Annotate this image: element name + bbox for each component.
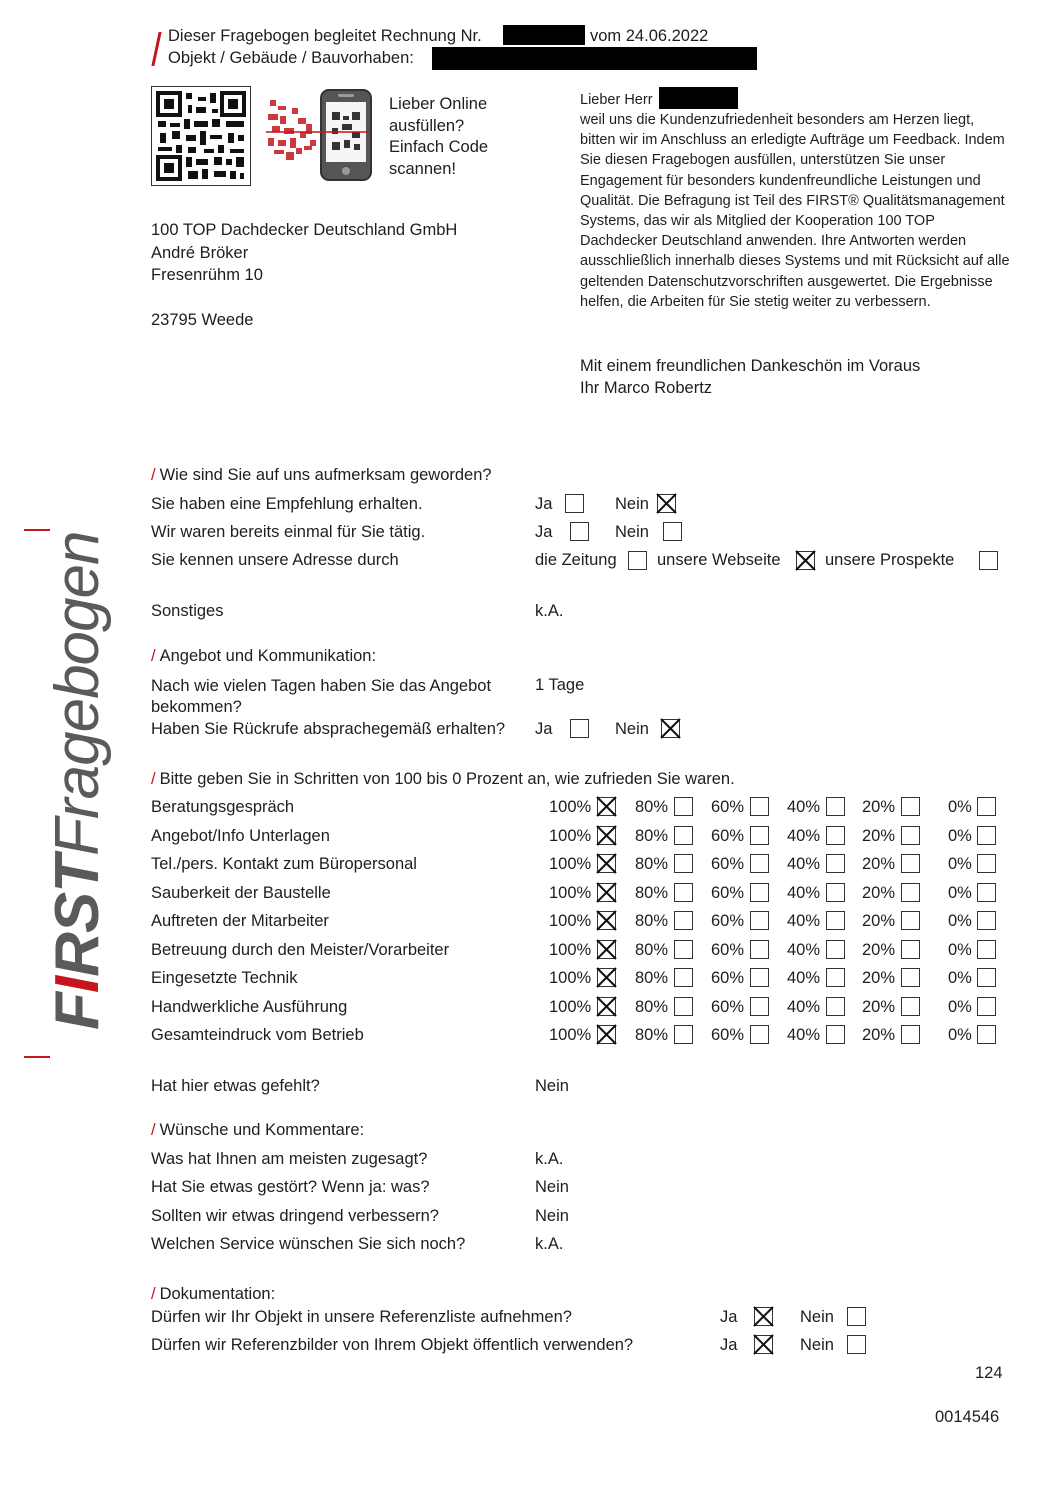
address-block [151,219,457,331]
rating-checkbox[interactable] [597,883,616,902]
rating-level-label: 20% [862,912,896,930]
sidebar-first: FIRST [43,855,112,1030]
rating-checkbox[interactable] [977,797,996,816]
rating-level-label: 0% [948,855,972,873]
rating-level-label: 100% [549,855,592,873]
rating-checkbox[interactable] [674,826,693,845]
section2-title: / Angebot und Kommunikation: [151,647,377,665]
rating-level-label: 60% [711,941,745,959]
rating-level-label: 20% [862,1026,896,1044]
rating-checkbox[interactable] [674,883,693,902]
s3-missing-label: Hat hier etwas gefehlt? [151,1077,320,1095]
s1-q2-label: Wir waren bereits einmal für Sie tätig. [151,523,426,541]
rating-level-label: 60% [711,1026,745,1044]
s2-q1-label-line-2: bekommen? [151,698,242,716]
cross-mark-icon [596,939,617,960]
rating-level-label: 40% [787,827,821,845]
invoice-date: vom 24.06.2022 [590,27,709,45]
s1-q3-opt3-label: unsere Prospekte [825,551,955,569]
s1-q3-opt1-checkbox[interactable] [628,551,647,570]
rating-checkbox[interactable] [597,854,616,873]
s2-q1-value: 1 Tage [535,676,585,694]
sidebar-fragebogen: Fragebogen [43,531,112,856]
s1-q3-opt2-checkbox[interactable] [796,551,815,570]
sidebar-brand [42,532,113,1030]
s4-row-4-label: Welchen Service wünschen Sie sich noch? [151,1235,466,1253]
page-number: 124 [975,1364,1003,1382]
cross-mark-icon [596,825,617,846]
s4-row-4-value: k.A. [535,1235,564,1253]
s5-q1-label: Dürfen wir Ihr Objekt in unsere Referenzliste aufnehmen? [151,1308,572,1326]
s5-q1-nein-checkbox[interactable] [847,1307,866,1326]
qr-code[interactable] [151,86,251,186]
rating-level-label: 80% [635,998,669,1016]
letter-closing [580,355,920,399]
rating-row-label: Gesamteindruck vom Betrieb [151,1026,364,1044]
cross-mark-icon [596,882,617,903]
s4-row-3-value: Nein [535,1207,569,1225]
qr-promo-line-4: scannen! [389,159,456,178]
section5-title-text: Dokumentation: [159,1285,276,1303]
s1-q1-ja-label: Ja [535,495,553,513]
section1-title-text: Wie sind Sie auf uns aufmerksam geworden? [159,466,492,484]
rating-checkbox[interactable] [977,854,996,873]
s1-q2-nein-label: Nein [615,523,649,541]
address-street: Fresenrühm 10 [151,266,263,284]
s2-q2-nein-checkbox[interactable] [661,719,680,738]
rating-checkbox[interactable] [826,854,845,873]
cross-mark-icon [656,493,677,514]
s3-missing-value: Nein [535,1077,569,1095]
rating-checkbox[interactable] [901,940,920,959]
cross-mark-icon [596,853,617,874]
rating-level-label: 0% [948,941,972,959]
rating-row-label: Beratungsgespräch [151,798,295,816]
cross-mark-icon [596,967,617,988]
rating-level-label: 20% [862,827,896,845]
rating-checkbox[interactable] [977,997,996,1016]
rating-checkbox[interactable] [977,911,996,930]
section5-title: / Dokumentation: [151,1285,276,1303]
rating-checkbox[interactable] [901,1025,920,1044]
rating-level-label: 20% [862,884,896,902]
rating-checkbox[interactable] [597,997,616,1016]
rating-checkbox[interactable] [750,911,769,930]
redacted-invoice-number [503,25,585,45]
rating-level-label: 20% [862,998,896,1016]
letter-body: weil uns die Kundenzufriedenheit besonders am Herzen liegt, bitten wir im Anschluss an erledigte Aufträge um Feedback. Indem Sie diesen Fragebogen ausfüllen, unterstützen Sie unser Engagement für besonders kundenfreundliche Leistungen und Qualität. Die Befragung ist Teil des FIRST® Qualitätsmanagement Systems, das wir als Mitglied der Kooperation 100 TOP Dachdecker Deutschland anwenden. Ihre Antworten werden ausschließlich innerhalb dieses Systems und mit Rücksicht auf alle geltenden Datenschutzvorschriften ausgewertet. Die Ergebnisse helfen, die Arbeiten für Sie stetig weiter zu verbessern. [580,112,1010,310]
rating-level-label: 0% [948,884,972,902]
s4-row-2-value: Nein [535,1178,569,1196]
rating-level-label: 80% [635,827,669,845]
rating-checkbox[interactable] [674,968,693,987]
s1-q1-nein-label: Nein [615,495,649,513]
rating-checkbox[interactable] [597,911,616,930]
rating-checkbox[interactable] [674,797,693,816]
qr-promo-line-2: ausfüllen? [389,116,465,135]
rating-level-label: 60% [711,827,745,845]
letter-salutation-text: Lieber Herr [580,92,653,108]
rating-level-label: 60% [711,912,745,930]
rating-checkbox[interactable] [977,940,996,959]
s4-row-2-label: Hat Sie etwas gestört? Wenn ja: was? [151,1178,430,1196]
rating-checkbox[interactable] [977,883,996,902]
rating-level-label: 100% [549,969,592,987]
object-label: Objekt / Gebäude / Bauvorhaben: [168,49,414,67]
rating-checkbox[interactable] [674,854,693,873]
letter-salutation [580,90,1012,110]
rating-checkbox[interactable] [901,968,920,987]
s1-q3-opt2-label: unsere Webseite [657,551,781,569]
s2-q1-label [151,676,491,718]
s1-sonstiges-value: k.A. [535,602,564,620]
rating-checkbox[interactable] [901,911,920,930]
s1-q2-nein-checkbox[interactable] [663,522,682,541]
rating-checkbox[interactable] [826,968,845,987]
s5-q1-nein-label: Nein [800,1308,834,1326]
address-company: 100 TOP Dachdecker Deutschland GmbH [151,221,458,239]
s1-q1-ja-checkbox[interactable] [565,494,584,513]
s2-q2-label: Haben Sie Rückrufe absprachegemäß erhalten? [151,720,506,738]
rating-level-label: 40% [787,1026,821,1044]
rating-level-label: 60% [711,969,745,987]
rating-level-label: 0% [948,912,972,930]
sidebar-bottom-line [24,1056,50,1058]
cross-mark-icon [753,1306,774,1327]
rating-level-label: 40% [787,855,821,873]
rating-row-label: Betreuung durch den Meister/Vorarbeiter [151,941,450,959]
rating-level-label: 0% [948,998,972,1016]
document-number: 0014546 [935,1408,1000,1426]
rating-checkbox[interactable] [901,826,920,845]
rating-checkbox[interactable] [597,826,616,845]
qr-promo-text [389,94,549,180]
rating-checkbox[interactable] [674,997,693,1016]
rating-level-label: 100% [549,941,592,959]
rating-checkbox[interactable] [826,883,845,902]
rating-level-label: 40% [787,941,821,959]
rating-checkbox[interactable] [750,968,769,987]
rating-checkbox[interactable] [674,911,693,930]
address-city: 23795 Weede [151,310,254,329]
rating-checkbox[interactable] [597,1025,616,1044]
rating-level-label: 80% [635,941,669,959]
rating-checkbox[interactable] [674,1025,693,1044]
rating-level-label: 20% [862,855,896,873]
rating-level-label: 20% [862,969,896,987]
address-person: André Bröker [151,243,249,262]
letter-closing-line-1: Mit einem freundlichen Dankeschön im Voraus [580,357,921,375]
rating-row-label: Angebot/Info Unterlagen [151,827,330,845]
qr-promo-line-1: Lieber Online [389,95,488,113]
section3-title-text: Bitte geben Sie in Schritten von 100 bis 0 Prozent an, wie zufrieden Sie waren. [159,770,735,788]
rating-checkbox[interactable] [901,883,920,902]
rating-row-label: Eingesetzte Technik [151,969,298,987]
rating-checkbox[interactable] [977,826,996,845]
section1-title: / Wie sind Sie auf uns aufmerksam geworden? [151,466,492,484]
s1-q3-label: Sie kennen unsere Adresse durch [151,551,399,569]
rating-checkbox[interactable] [597,797,616,816]
cross-mark-icon [795,550,816,571]
rating-checkbox[interactable] [826,1025,845,1044]
rating-checkbox[interactable] [750,826,769,845]
rating-checkbox[interactable] [597,940,616,959]
rating-checkbox[interactable] [750,854,769,873]
s4-row-1-value: k.A. [535,1150,564,1168]
rating-row-label: Auftreten der Mitarbeiter [151,912,329,930]
rating-level-label: 80% [635,855,669,873]
rating-level-label: 100% [549,827,592,845]
s5-q1-ja-checkbox[interactable] [754,1307,773,1326]
rating-row-label: Handwerkliche Ausführung [151,998,348,1016]
invoice-line [168,27,482,46]
invoice-prefix: Dieser Fragebogen begleitet Rechnung Nr. [168,27,482,45]
rating-level-label: 80% [635,798,669,816]
s5-q2-label: Dürfen wir Referenzbilder von Ihrem Objekt öffentlich verwenden? [151,1336,634,1354]
phone-scan-icon [266,88,376,184]
cross-mark-icon [596,910,617,931]
rating-checkbox[interactable] [977,1025,996,1044]
rating-level-label: 100% [549,884,592,902]
rating-level-label: 40% [787,912,821,930]
rating-row-label: Tel./pers. Kontakt zum Büropersonal [151,855,417,873]
s4-row-3-label: Sollten wir etwas dringend verbessern? [151,1207,439,1225]
cross-mark-icon [596,1024,617,1045]
section4-title: / Wünsche und Kommentare: [151,1121,365,1139]
rating-level-label: 80% [635,884,669,902]
rating-checkbox[interactable] [901,997,920,1016]
s2-q2-ja-label: Ja [535,720,553,738]
rating-checkbox[interactable] [597,968,616,987]
rating-checkbox[interactable] [750,797,769,816]
section2-title-text: Angebot und Kommunikation: [159,647,377,665]
rating-checkbox[interactable] [901,854,920,873]
rating-level-label: 80% [635,969,669,987]
rating-level-label: 40% [787,884,821,902]
section3-title: / Bitte geben Sie in Schritten von 100 bis 0 Prozent an, wie zufrieden Sie waren. [151,770,735,788]
s1-q3-opt1-label: die Zeitung [535,551,617,569]
rating-level-label: 0% [948,1026,972,1044]
rating-checkbox[interactable] [826,797,845,816]
s5-q2-ja-checkbox[interactable] [754,1335,773,1354]
rating-level-label: 0% [948,969,972,987]
rating-checkbox[interactable] [826,826,845,845]
rating-checkbox[interactable] [977,968,996,987]
rating-checkbox[interactable] [750,997,769,1016]
s2-q1-label-line-1: Nach wie vielen Tagen haben Sie das Angebot [151,677,492,695]
rating-level-label: 60% [711,798,745,816]
rating-checkbox[interactable] [750,1025,769,1044]
s5-q2-nein-label: Nein [800,1336,834,1354]
redacted-object [432,47,757,70]
rating-level-label: 40% [787,798,821,816]
redacted-recipient-name [659,87,738,109]
s1-q2-ja-label: Ja [535,523,553,541]
rating-checkbox[interactable] [750,940,769,959]
rating-level-label: 20% [862,798,896,816]
rating-checkbox[interactable] [826,911,845,930]
rating-level-label: 40% [787,969,821,987]
rating-level-label: 100% [549,798,592,816]
rating-level-label: 60% [711,998,745,1016]
s4-row-1-label: Was hat Ihnen am meisten zugesagt? [151,1150,428,1168]
s1-q3-opt3-checkbox[interactable] [979,551,998,570]
rating-level-label: 20% [862,941,896,959]
rating-checkbox[interactable] [674,940,693,959]
letter-closing-line-2: Ihr Marco Robertz [580,379,713,397]
rating-level-label: 100% [549,912,592,930]
s1-sonstiges-label: Sonstiges [151,602,224,620]
s2-q2-ja-checkbox[interactable] [570,719,589,738]
cross-mark-icon [596,996,617,1017]
rating-level-label: 80% [635,1026,669,1044]
cross-mark-icon [753,1334,774,1355]
rating-level-label: 60% [711,884,745,902]
rating-level-label: 60% [711,855,745,873]
rating-row-label: Sauberkeit der Baustelle [151,884,331,902]
rating-level-label: 0% [948,827,972,845]
rating-checkbox[interactable] [826,940,845,959]
rating-checkbox[interactable] [901,797,920,816]
cross-mark-icon [596,796,617,817]
rating-checkbox[interactable] [826,997,845,1016]
s5-q1-ja-label: Ja [720,1308,738,1326]
rating-level-label: 100% [549,1026,592,1044]
s2-q2-nein-label: Nein [615,720,649,738]
s1-q2-ja-checkbox[interactable] [570,522,589,541]
rating-level-label: 100% [549,998,592,1016]
s5-q2-ja-label: Ja [720,1336,738,1354]
rating-level-label: 80% [635,912,669,930]
rating-level-label: 0% [948,798,972,816]
header-accent-bar [151,32,161,66]
s1-q1-nein-checkbox[interactable] [657,494,676,513]
rating-level-label: 40% [787,998,821,1016]
rating-checkbox[interactable] [750,883,769,902]
s1-q1-label: Sie haben eine Empfehlung erhalten. [151,495,423,513]
section4-title-text: Wünsche und Kommentare: [159,1121,365,1139]
qr-promo-line-3: Einfach Code [389,138,489,156]
s5-q2-nein-checkbox[interactable] [847,1335,866,1354]
cross-mark-icon [660,718,681,739]
